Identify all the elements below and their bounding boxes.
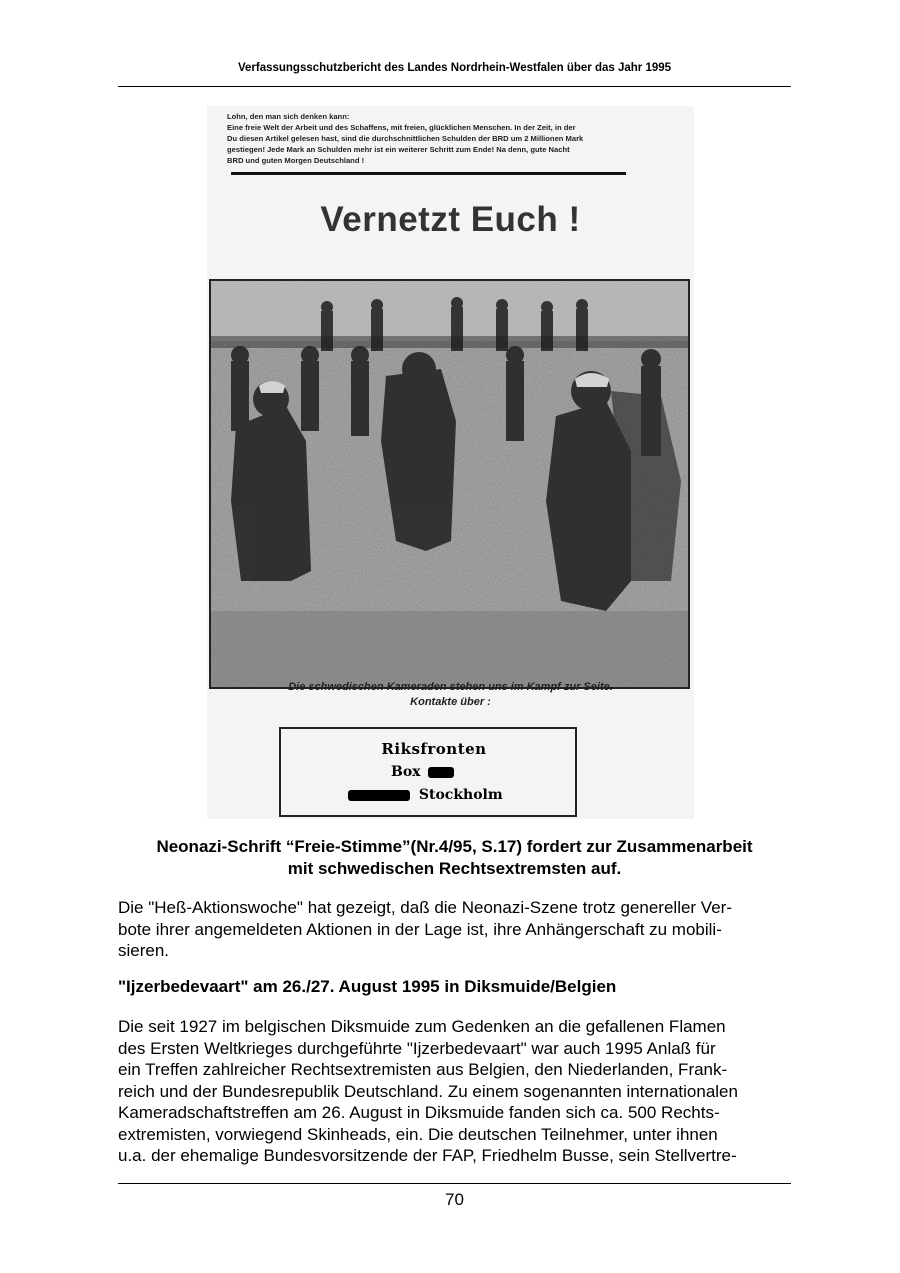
redaction-bar	[348, 790, 410, 801]
paragraph-line: reich und der Bundesrepublik Deutschland. Zu einem sogenannten internationalen	[118, 1081, 738, 1101]
postbox-line	[391, 764, 454, 780]
paragraph-line: extremisten, vorwiegend Skinheads, ein. Die deutschen Teilnehmer, unter ihnen	[118, 1124, 718, 1144]
page-number: 70	[445, 1190, 464, 1209]
figure-caption-line: mit schwedischen Rechtsextremsten auf.	[287, 859, 622, 878]
figure-caption-line: Neonazi-Schrift “Freie-Stimme”(Nr.4/95, S.17) fordert zur Zusammenarbeit	[156, 837, 753, 856]
paragraph-line: ein Treffen zahlreicher Rechtsextremisten aus Belgien, den Niederlanden, Frank-	[118, 1060, 728, 1079]
group-photo-image	[211, 281, 688, 687]
leaflet-intro-line: Eine freie Welt der Arbeit und des Schaffens, mit freien, glücklichen Menschen. In der Zeit, in der	[227, 123, 576, 132]
organization-name: Riksfronten	[381, 740, 487, 758]
redaction-bar	[428, 767, 454, 778]
leaflet-divider	[231, 172, 626, 175]
paragraph-ijzerbedevaart	[118, 1016, 791, 1167]
leaflet-intro-text	[227, 111, 677, 166]
header-rule	[118, 86, 791, 87]
leaflet-headline: Vernetzt Euch !	[320, 200, 581, 239]
paragraph-line: des Ersten Weltkrieges durchgeführte "Ijzerbedevaart" war auch 1995 Anlaß für	[118, 1038, 716, 1058]
paragraph-line: bote ihrer angemeldeten Aktionen in der Lage ist, ihre Anhängerschaft zu mobili-	[118, 919, 722, 939]
paragraph-line: Die seit 1927 im belgischen Diksmuide zum Gedenken an die gefallenen Flamen	[118, 1017, 726, 1036]
footer-rule	[118, 1183, 791, 1184]
running-header: Verfassungsschutzbericht des Landes Nordrhein-Westfalen über das Jahr 1995	[237, 62, 672, 74]
figure-caption	[118, 836, 791, 880]
postbox-label: Box	[391, 764, 421, 780]
contact-box	[279, 727, 577, 817]
leaflet-intro-line: gestiegen! Jede Mark an Schulden mehr ist ein weiterer Schritt zum Ende! Na denn, gute Nacht	[227, 145, 570, 154]
paragraph-line: u.a. der ehemalige Bundesvorsitzende der FAP, Friedhelm Busse, sein Stellvertre-	[118, 1146, 737, 1165]
paragraph-line: Kameradschaftstreffen am 26. August in Diksmuide fanden sich ca. 500 Rechts-	[118, 1103, 720, 1122]
paragraph-line: Die "Heß-Aktionswoche" hat gezeigt, daß die Neonazi-Szene trotz genereller Ver-	[118, 898, 732, 917]
leaflet-intro-line: BRD und guten Morgen Deutschland !	[227, 156, 365, 165]
scanned-leaflet	[207, 106, 694, 819]
leaflet-intro-line: Du diesen Artikel gelesen hast, sind die durchschnittlichen Schulden der BRD um 2 Millionen Mark	[227, 134, 584, 143]
leaflet-intro-line: Lohn, den man sich denken kann:	[227, 112, 350, 121]
section-heading: "Ijzerbedevaart" am 26./27. August 1995 in Diksmuide/Belgien	[118, 977, 617, 996]
paragraph-line: sieren.	[118, 941, 170, 960]
leaflet-contact-label: Kontakte über :	[410, 696, 491, 708]
city-line	[348, 787, 503, 803]
city-name: Stockholm	[418, 787, 503, 803]
paragraph-hess-aktionswoche	[118, 897, 791, 962]
group-photo	[209, 279, 690, 689]
leaflet-caption: Die schwedischen Kameraden stehen uns im Kampf zur Seite.	[288, 681, 613, 693]
